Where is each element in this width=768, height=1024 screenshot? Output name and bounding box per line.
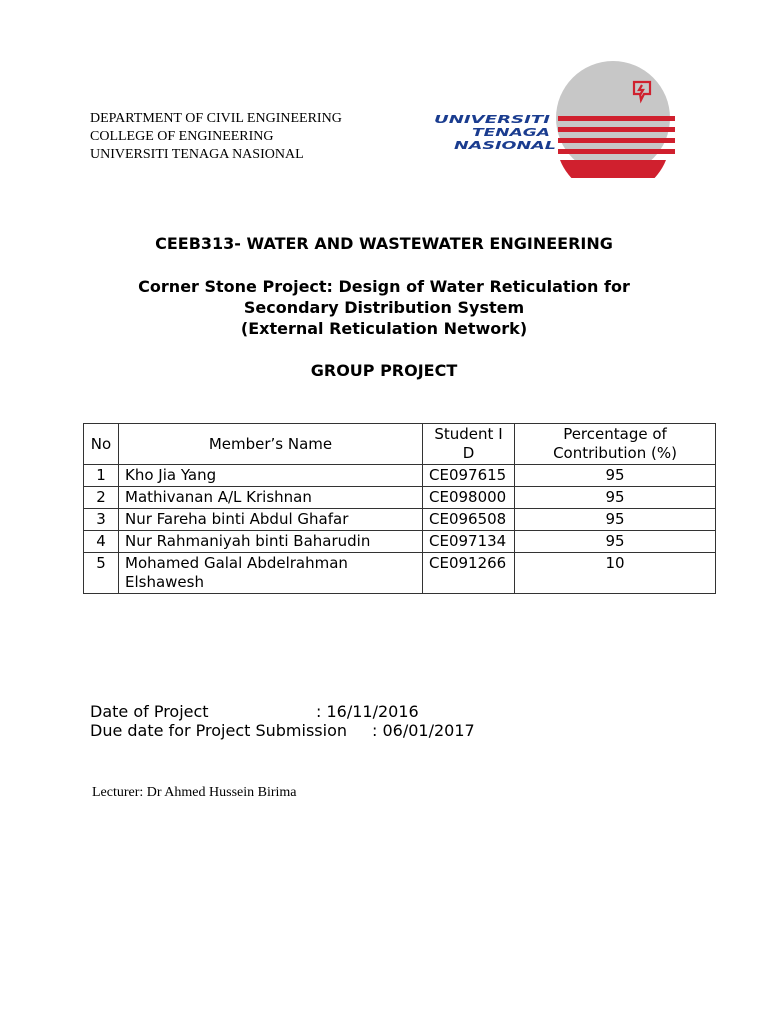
group-label: GROUP PROJECT	[310, 361, 458, 380]
table-row	[84, 553, 716, 594]
header-percentage: Percentage of Contribution (%)	[515, 424, 716, 465]
project-title	[0, 276, 768, 339]
cell-name: Mathivanan A/L Krishnan	[119, 487, 423, 509]
logo-text-line: UNIVERSITI	[434, 113, 550, 126]
cell-student-id: CE097134	[423, 531, 515, 553]
lecturer-line: Lecturer: Dr Ahmed Hussein Birima	[92, 785, 297, 800]
date-of-project-value: : 16/11/2016	[316, 702, 419, 721]
cell-no: 1	[84, 465, 119, 487]
cell-percentage: 95	[515, 465, 716, 487]
table-row	[84, 465, 716, 487]
cell-student-id: CE091266	[423, 553, 515, 594]
cell-no: 4	[84, 531, 119, 553]
cell-name: Mohamed Galal Abdelrahman Elshawesh	[119, 553, 423, 594]
university-line: UNIVERSITI TENAGA NASIONAL	[90, 147, 304, 162]
college-line: COLLEGE OF ENGINEERING	[90, 129, 274, 144]
cell-percentage: 95	[515, 487, 716, 509]
table-row	[84, 487, 716, 509]
cell-percentage: 10	[515, 553, 716, 594]
cell-student-id: CE098000	[423, 487, 515, 509]
cell-name: Nur Rahmaniyah binti Baharudin	[119, 531, 423, 553]
members-table	[83, 423, 716, 594]
cell-percentage: 95	[515, 531, 716, 553]
header-name: Member’s Name	[119, 424, 423, 465]
header-no: No	[84, 424, 119, 465]
cell-no: 2	[84, 487, 119, 509]
table-row	[84, 531, 716, 553]
cell-name: Nur Fareha binti Abdul Ghafar	[119, 509, 423, 531]
cell-percentage: 95	[515, 509, 716, 531]
logo-text-line: TENAGA	[472, 126, 550, 139]
course-title: CEEB313- WATER AND WASTEWATER ENGINEERING	[155, 234, 613, 253]
due-date-label: Due date for Project Submission	[90, 721, 347, 740]
due-date-value: : 06/01/2017	[372, 721, 475, 740]
university-logo	[430, 58, 675, 178]
table-row	[84, 509, 716, 531]
cell-no: 3	[84, 509, 119, 531]
cell-student-id: CE097615	[423, 465, 515, 487]
due-date-row	[90, 721, 475, 740]
table-header-row	[84, 424, 716, 465]
project-title-line: Corner Stone Project: Design of Water Reticulation for	[138, 277, 630, 296]
department-block	[90, 110, 342, 164]
project-title-line: Secondary Distribution System	[243, 298, 525, 317]
project-dates	[90, 702, 475, 740]
cell-no: 5	[84, 553, 119, 594]
date-of-project-label: Date of Project	[90, 702, 209, 721]
department-line: DEPARTMENT OF CIVIL ENGINEERING	[90, 111, 342, 126]
header-student-id: Student ID	[423, 424, 515, 465]
cell-student-id: CE096508	[423, 509, 515, 531]
date-of-project-row	[90, 702, 475, 721]
cell-name: Kho Jia Yang	[119, 465, 423, 487]
project-title-line: (External Reticulation Network)	[240, 319, 528, 338]
logo-text-line: NASIONAL	[454, 139, 556, 152]
